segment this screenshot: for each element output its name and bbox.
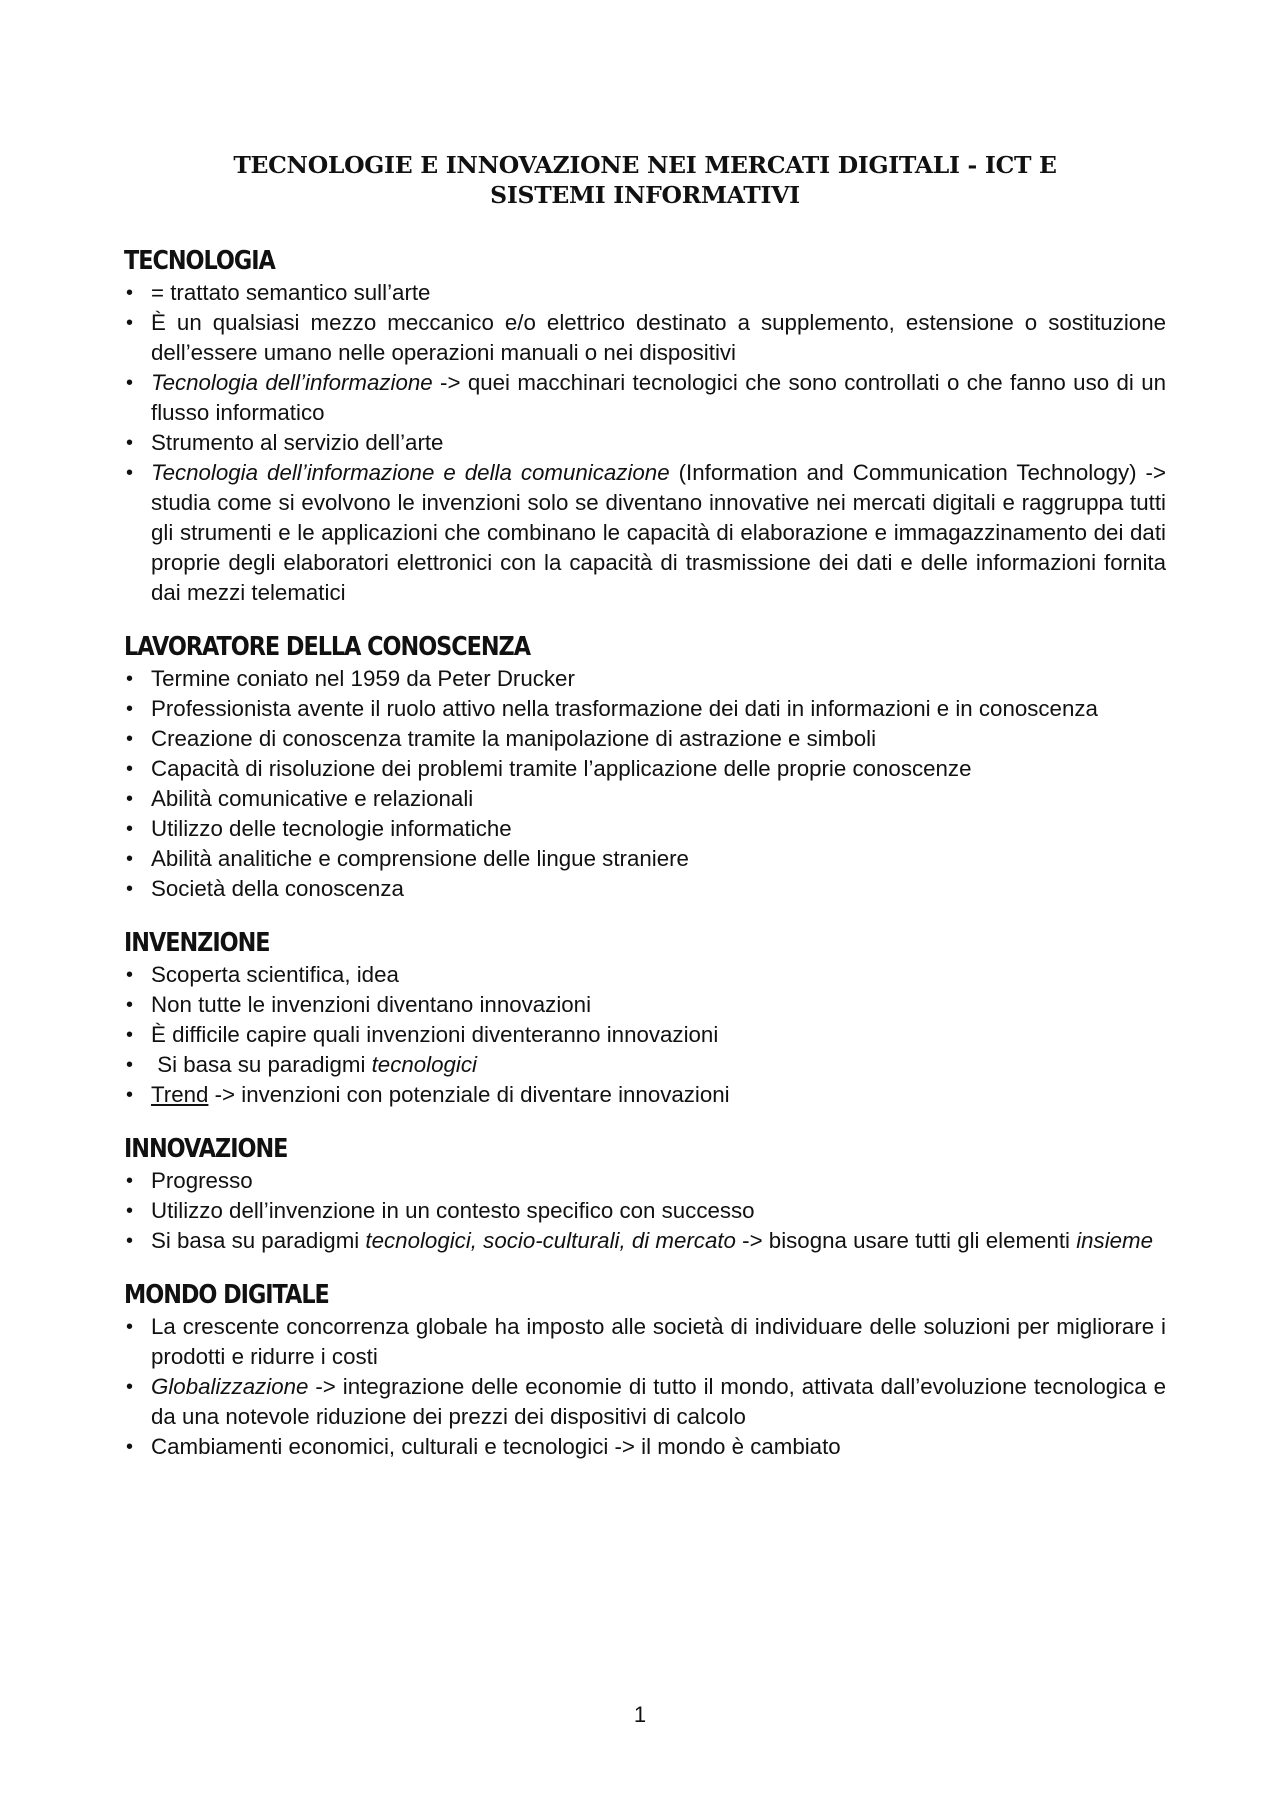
italic-term: Globalizzazione xyxy=(151,1374,309,1399)
italic-term: tecnologici xyxy=(371,1052,477,1077)
item-text: -> invenzioni con potenziale di diventare innovazioni xyxy=(208,1082,730,1107)
bullet-list xyxy=(124,278,1166,608)
list-item xyxy=(124,1166,1166,1196)
item-text: Si basa su paradigmi xyxy=(151,1052,372,1077)
list-item xyxy=(124,278,1166,308)
section-lavoratore xyxy=(124,630,1166,904)
list-item xyxy=(124,368,1166,428)
bullet-list xyxy=(124,1166,1166,1256)
list-item xyxy=(124,458,1166,608)
list-item xyxy=(124,1080,1166,1110)
item-text: Si basa su paradigmi xyxy=(151,1228,366,1253)
list-item xyxy=(124,1020,1166,1050)
list-item: • Abilità comunicative e relazionali xyxy=(124,784,1166,814)
list-item: • Termine coniato nel 1959 da Peter Drucker xyxy=(124,664,1166,694)
italic-term: tecnologici, socio-culturali, di mercato xyxy=(365,1228,736,1253)
list-item: • Capacità di risoluzione dei problemi tramite l’applicazione delle proprie conoscenze xyxy=(124,754,1166,784)
document-page xyxy=(124,150,1166,1484)
underlined-term: Trend xyxy=(151,1082,209,1107)
section-heading: LAVORATORE DELLA CONOSCENZA xyxy=(124,632,531,662)
document-title xyxy=(124,150,1166,210)
item-text: Strumento al servizio dell’arte xyxy=(151,430,444,455)
list-item xyxy=(124,1226,1166,1256)
section-invenzione xyxy=(124,926,1166,1110)
list-item xyxy=(124,308,1166,368)
section-heading: MONDO DIGITALE xyxy=(124,1280,329,1310)
italic-term: Tecnologia dell’informazione xyxy=(151,370,433,395)
item-text: -> integrazione delle economie di tutto il mondo, attivata dall’evoluzione tecnologica e da una notevole riduzione dei prezzi dei dispositivi di calcolo xyxy=(151,1374,1166,1429)
list-item: • Creazione di conoscenza tramite la manipolazione di astrazione e simboli xyxy=(124,724,1166,754)
bullet-list xyxy=(124,664,1166,904)
list-item: • Professionista avente il ruolo attivo nella trasformazione dei dati in informazioni e in conoscenza xyxy=(124,694,1166,724)
list-item xyxy=(124,1372,1166,1432)
list-item xyxy=(124,1432,1166,1462)
section-mondo-digitale xyxy=(124,1278,1166,1462)
title-line-1: TECNOLOGIE E INNOVAZIONE NEI MERCATI DIGITALI - ICT E xyxy=(233,151,1057,179)
list-item xyxy=(124,1312,1166,1372)
list-item xyxy=(124,960,1166,990)
section-heading: TECNOLOGIA xyxy=(124,246,275,276)
section-innovazione xyxy=(124,1132,1166,1256)
item-text: Utilizzo dell’invenzione in un contesto specifico con successo xyxy=(151,1198,755,1223)
italic-term: Tecnologia dell’informazione e della comunicazione xyxy=(151,460,670,485)
section-heading: INVENZIONE xyxy=(124,928,270,958)
page-number: 1 xyxy=(633,1702,647,1727)
bullet-list xyxy=(124,1312,1166,1462)
item-text: Cambiamenti economici, culturali e tecnologici -> il mondo è cambiato xyxy=(151,1434,841,1459)
list-item: • Abilità analitiche e comprensione delle lingue straniere xyxy=(124,844,1166,874)
item-text: Non tutte le invenzioni diventano innovazioni xyxy=(151,992,592,1017)
item-text: = trattato semantico sull’arte xyxy=(151,280,431,305)
item-text: (Information and Communication Technology) -> studia come si evolvono le invenzioni solo se diventano innovative nei mercati digitali e raggruppa tutti gli strumenti e le applicazioni che combinano le capacità di elaborazione e immagazzinamento dei dati proprie degli elaboratori elettronici con la capacità di trasmissione dei dati e delle informazioni fornita dai mezzi telematici xyxy=(151,460,1166,605)
item-text: -> quei macchinari tecnologici che sono controllati o che fanno uso di un flusso informatico xyxy=(151,370,1166,425)
item-text: Scoperta scientifica, idea xyxy=(151,962,399,987)
list-item xyxy=(124,1050,1166,1080)
item-text: Progresso xyxy=(151,1168,253,1193)
list-item: • Utilizzo delle tecnologie informatiche xyxy=(124,814,1166,844)
item-text: -> bisogna usare tutti gli elementi xyxy=(735,1228,1077,1253)
italic-term: insieme xyxy=(1076,1228,1154,1253)
list-item xyxy=(124,1196,1166,1226)
list-item: • Società della conoscenza xyxy=(124,874,1166,904)
list-item xyxy=(124,428,1166,458)
item-text: La crescente concorrenza globale ha imposto alle società di individuare delle soluzioni per migliorare i prodotti e ridurre i costi xyxy=(151,1314,1166,1369)
section-tecnologia xyxy=(124,244,1166,608)
section-heading: INNOVAZIONE xyxy=(124,1134,288,1164)
list-item xyxy=(124,990,1166,1020)
bullet-list xyxy=(124,960,1166,1110)
item-text: È difficile capire quali invenzioni diventeranno innovazioni xyxy=(151,1022,719,1047)
item-text: È un qualsiasi mezzo meccanico e/o elettrico destinato a supplemento, estensione o sostituzione dell’essere umano nelle operazioni manuali o nei dispositivi xyxy=(151,310,1166,365)
title-line-2: SISTEMI INFORMATIVI xyxy=(490,181,800,209)
